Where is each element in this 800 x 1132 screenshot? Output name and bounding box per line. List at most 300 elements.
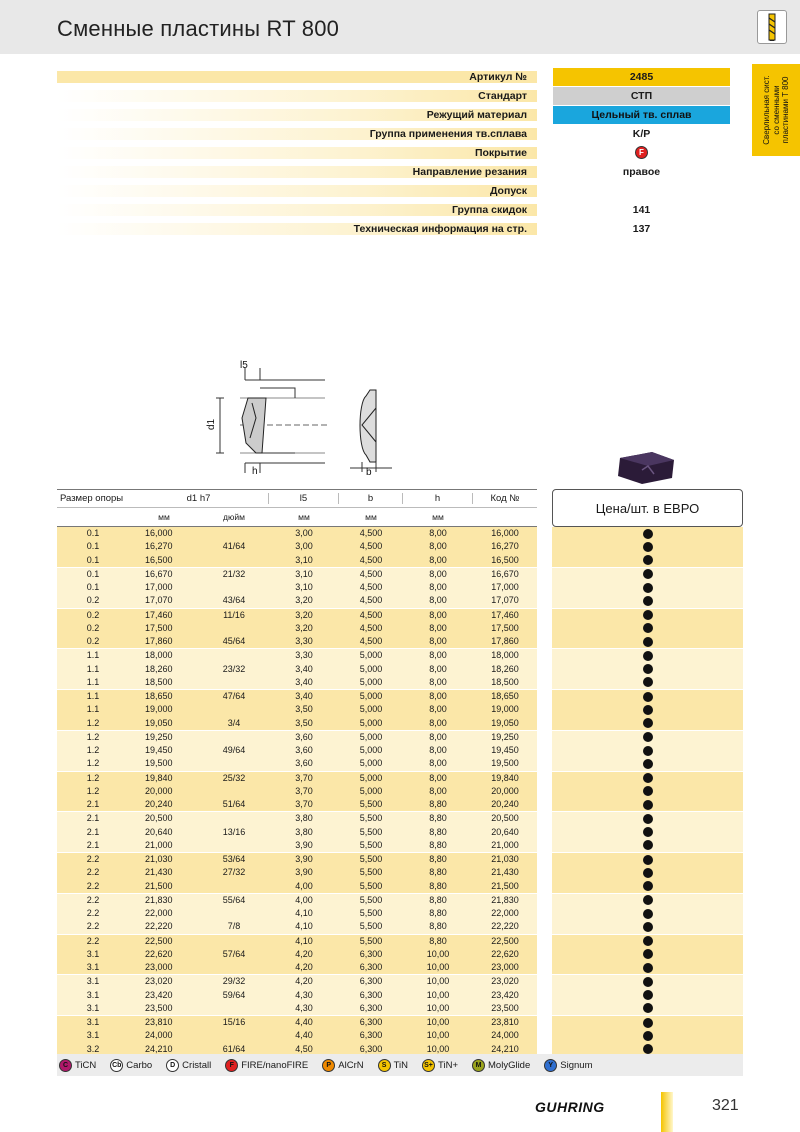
table-cell: [199, 581, 269, 594]
spec-value: Цельный тв. сплав: [553, 106, 730, 124]
header-b: b: [339, 493, 403, 504]
table-cell: 3.1: [86, 1030, 100, 1041]
table-cell: 19,250: [491, 731, 519, 742]
availability-dot-icon: [643, 881, 653, 891]
table-cell: 20,640: [145, 826, 173, 837]
table-cell: [199, 839, 269, 852]
spec-value: K/P: [632, 127, 651, 140]
table-cell: 18,650: [145, 691, 173, 701]
table-row: [57, 568, 537, 581]
availability-dot-icon: [643, 909, 653, 919]
table-row: [57, 785, 537, 798]
availability-dot-icon: [643, 759, 653, 769]
row-group: [57, 648, 743, 689]
legend-label: MolyGlide: [488, 1059, 531, 1071]
table-cell: 3,20: [295, 622, 313, 633]
table-cell: 18,260: [491, 663, 519, 674]
table-cell: 22,000: [145, 908, 173, 918]
spec-row: [57, 124, 740, 143]
table-cell: 8,80: [429, 908, 447, 918]
coating-badge-icon: F: [635, 146, 648, 159]
brand-logo: GUHRING: [535, 1099, 605, 1115]
table-cell: 23,020: [491, 976, 519, 987]
availability-dot-icon: [643, 895, 653, 905]
availability-dot-icon: [643, 963, 653, 973]
availability-dot-icon: [643, 569, 653, 579]
table-cell: 4,20: [295, 976, 313, 987]
availability-dot-icon: [643, 705, 653, 715]
row-group: [57, 771, 743, 812]
table-cell: 6,300: [359, 948, 383, 959]
availability-dot-icon: [643, 651, 653, 661]
row-group: [57, 567, 743, 608]
table-body: [57, 527, 743, 1056]
table-cell: 2.2: [86, 880, 100, 891]
table-cell: 53/64: [222, 854, 246, 864]
table-cell: 23,420: [491, 989, 519, 1000]
coating-legend: [57, 1054, 743, 1076]
table-cell: 1.2: [86, 758, 100, 769]
availability-dot-icon: [643, 583, 653, 593]
table-row: [57, 839, 537, 852]
table-cell: 4,50: [295, 1043, 313, 1054]
table-cell: 8,80: [429, 854, 447, 864]
table-cell: 21/32: [222, 568, 246, 579]
section-tab-line3: пластинами T 800: [780, 76, 790, 144]
table-cell: 8,00: [429, 650, 447, 661]
table-cell: 3,90: [295, 854, 313, 864]
dim-d1: d1: [206, 418, 217, 430]
table-cell: 27/32: [222, 867, 246, 878]
table-cell: 4,500: [359, 568, 383, 579]
table-cell: 8,80: [429, 921, 447, 932]
table-cell: [199, 649, 269, 662]
availability-dot-icon: [643, 936, 653, 946]
table-cell: 5,000: [359, 785, 383, 796]
table-cell: 23,000: [491, 962, 519, 972]
table-cell: 4,10: [295, 921, 313, 932]
table-cell: 10,00: [426, 1043, 450, 1054]
table-row: [57, 690, 537, 703]
table-cell: 19,500: [491, 758, 519, 769]
table-cell: 0.2: [86, 636, 100, 646]
table-cell: 2.2: [86, 894, 100, 905]
table-cell: 2.1: [86, 813, 100, 824]
availability-dot-icon: [643, 990, 653, 1000]
table-row: [57, 527, 537, 540]
availability-dot-icon: [643, 1044, 653, 1054]
availability-dot-icon: [643, 664, 653, 674]
table-cell: 10,00: [426, 1017, 450, 1027]
legend-label: TiCN: [75, 1059, 97, 1071]
page-number: 321: [712, 1097, 739, 1114]
spec-table: [57, 67, 740, 238]
table-cell: 3,00: [295, 528, 313, 538]
table-cell: 24,210: [145, 1043, 173, 1054]
table-row: [57, 772, 537, 785]
table-cell: 3,60: [295, 758, 313, 769]
availability-dot-icon: [643, 868, 653, 878]
table-cell: 3,10: [295, 582, 313, 592]
insert-drawing: [200, 358, 420, 476]
header-d1: d1 h7: [129, 493, 269, 504]
table-cell: 1.2: [86, 717, 100, 728]
spec-row: [57, 67, 740, 86]
table-cell: 19,000: [145, 704, 173, 715]
table-cell: [199, 961, 269, 974]
table-row: [57, 935, 537, 948]
table-cell: 5,000: [359, 717, 383, 728]
section-tab-line2: со сменными: [771, 85, 781, 135]
table-cell: 8,80: [429, 894, 447, 905]
table-cell: 41/64: [222, 541, 246, 552]
table-row: [57, 635, 537, 648]
spec-row: [57, 86, 740, 105]
table-cell: 8,00: [429, 663, 447, 674]
table-row: [57, 757, 537, 770]
unit-l5: мм: [298, 512, 310, 522]
table-cell: 4,500: [359, 609, 383, 620]
table-cell: 23,810: [491, 1017, 519, 1027]
table-cell: 0.2: [86, 622, 100, 633]
table-cell: 3,10: [295, 568, 313, 579]
table-cell: 5,000: [359, 663, 383, 674]
section-tab: [752, 64, 800, 156]
table-cell: 11/16: [223, 609, 245, 620]
spec-label: Стандарт: [57, 90, 537, 102]
table-cell: 3,40: [295, 676, 313, 687]
table-cell: 4,500: [359, 528, 383, 538]
table-cell: 8,00: [429, 731, 447, 742]
spec-row: [57, 200, 740, 219]
availability-dot-icon: [643, 977, 653, 987]
table-row: [57, 649, 537, 662]
table-row: [57, 622, 537, 635]
table-cell: 23,020: [145, 976, 173, 987]
table-cell: 3,70: [295, 799, 313, 809]
table-cell: 21,500: [491, 880, 519, 891]
table-cell: 23,500: [145, 1002, 173, 1013]
table-cell: 18,650: [491, 691, 519, 701]
table-cell: 19,450: [491, 745, 519, 755]
availability-dot-icon: [643, 732, 653, 742]
spec-label: Направление резания: [57, 166, 537, 178]
table-cell: 22,500: [145, 935, 173, 946]
table-cell: 8,80: [429, 880, 447, 891]
table-cell: 4,20: [295, 962, 313, 972]
availability-dot-icon: [643, 1018, 653, 1028]
table-cell: 8,80: [429, 839, 447, 850]
table-cell: 22,620: [491, 948, 519, 959]
footer-accent-bar: [661, 1092, 673, 1132]
table-row: [57, 894, 537, 907]
table-cell: [199, 676, 269, 689]
coating-badge-icon: M: [472, 1059, 485, 1072]
row-group: [57, 527, 743, 567]
table-cell: 17,000: [145, 582, 173, 592]
table-cell: [199, 622, 269, 635]
table-cell: 8,00: [429, 595, 447, 606]
table-row: [57, 717, 537, 730]
table-cell: [199, 527, 269, 540]
table-cell: 3,80: [295, 826, 313, 837]
dim-b: b: [366, 467, 372, 476]
table-cell: 4,10: [295, 935, 313, 946]
availability-dot-icon: [643, 596, 653, 606]
row-group: [57, 689, 743, 730]
table-cell: 5,500: [359, 799, 383, 809]
table-cell: 10,00: [426, 962, 450, 972]
table-cell: 2.2: [86, 854, 100, 864]
table-cell: 24,000: [491, 1030, 519, 1041]
table-cell: 3,90: [295, 839, 313, 850]
table-cell: 1.1: [86, 650, 100, 661]
table-cell: 18,260: [145, 663, 173, 674]
dim-l5: l5: [240, 360, 248, 371]
spec-row: [57, 219, 740, 238]
table-cell: 8,00: [429, 568, 447, 579]
availability-dot-icon: [643, 814, 653, 824]
availability-dot-icon: [643, 555, 653, 565]
spec-row: [57, 105, 740, 124]
table-cell: 17,000: [491, 582, 519, 592]
table-cell: 10,00: [426, 976, 450, 987]
table-cell: 16,000: [145, 528, 173, 538]
table-cell: 3/4: [227, 717, 241, 728]
table-cell: 1.2: [86, 785, 100, 796]
table-cell: 4,10: [295, 908, 313, 918]
row-group: [57, 893, 743, 934]
coating-badge-icon: C: [59, 1059, 72, 1072]
table-cell: [199, 1002, 269, 1015]
table-cell: [199, 785, 269, 798]
table-row: [57, 731, 537, 744]
legend-label: TiN: [393, 1059, 409, 1071]
table-cell: 2.1: [86, 839, 100, 850]
availability-dot-icon: [643, 800, 653, 810]
table-cell: 20,500: [145, 813, 173, 824]
table-cell: 8,80: [429, 826, 447, 837]
table-cell: 3,60: [295, 745, 313, 755]
table-cell: 17,460: [145, 609, 173, 620]
coating-badge-icon: F: [225, 1059, 238, 1072]
legend-item: [110, 1059, 152, 1072]
table-cell: 21,830: [145, 894, 173, 905]
table-cell: 22,500: [491, 935, 519, 946]
table-cell: 0.2: [86, 595, 100, 606]
table-cell: 24,210: [491, 1043, 519, 1054]
table-row: [57, 581, 537, 594]
table-row: [57, 703, 537, 716]
table-cell: 4,00: [295, 894, 313, 905]
section-tab-line1: Сверлильная сист.: [761, 75, 771, 145]
availability-dot-icon: [643, 949, 653, 959]
table-cell: 43/64: [222, 595, 246, 606]
table-cell: 19,450: [145, 745, 173, 755]
table-cell: 5,000: [359, 691, 383, 701]
table-cell: 4,00: [295, 880, 313, 891]
table-cell: 10,00: [426, 948, 450, 959]
coating-badge-icon: S: [378, 1059, 391, 1072]
table-cell: 5,000: [359, 676, 383, 687]
table-cell: 21,000: [145, 839, 173, 850]
table-cell: 0.1: [86, 582, 100, 592]
drill-icon: [757, 10, 787, 44]
table-cell: 1.1: [86, 663, 100, 674]
table-cell: 47/64: [222, 691, 246, 701]
table-row: [57, 920, 537, 933]
availability-dot-icon: [643, 692, 653, 702]
spec-value: 141: [632, 203, 651, 216]
table-cell: 8,80: [429, 799, 447, 809]
table-cell: 5,500: [359, 894, 383, 905]
spec-row: [57, 143, 740, 162]
table-cell: 23,000: [145, 962, 173, 972]
availability-dot-icon: [643, 922, 653, 932]
table-row: [57, 866, 537, 879]
table-row: [57, 826, 537, 839]
table-cell: 3,30: [295, 636, 313, 646]
table-cell: 18,000: [145, 650, 173, 661]
table-cell: 8,00: [429, 636, 447, 646]
table-cell: 7/8: [227, 921, 241, 932]
availability-dot-icon: [643, 1031, 653, 1041]
legend-item: [322, 1059, 363, 1072]
table-cell: 4,20: [295, 948, 313, 959]
table-cell: 22,000: [491, 908, 519, 918]
table-cell: 3.1: [86, 948, 100, 959]
table-cell: 8,80: [429, 813, 447, 824]
table-cell: 23,810: [145, 1017, 173, 1027]
table-cell: 3,80: [295, 813, 313, 824]
legend-item: [166, 1059, 211, 1072]
spec-label: Техническая информация на стр.: [57, 223, 537, 235]
table-cell: 5,000: [359, 758, 383, 769]
header-code: Код №: [490, 493, 520, 504]
unit-b: мм: [365, 512, 377, 522]
table-cell: 5,500: [359, 921, 383, 932]
availability-dot-icon: [643, 773, 653, 783]
table-cell: 2.1: [86, 799, 100, 809]
table-row: [57, 1029, 537, 1042]
table-cell: 5,000: [359, 731, 383, 742]
table-cell: 16,000: [491, 528, 519, 538]
table-cell: 16,670: [491, 568, 519, 579]
row-group: [57, 1015, 743, 1056]
header-size: Размер опоры: [60, 493, 124, 504]
table-cell: 19,050: [491, 717, 519, 728]
table-cell: 21,430: [145, 867, 173, 878]
table-cell: 22,220: [145, 921, 173, 932]
table-row: [57, 1002, 537, 1015]
table-row: [57, 975, 537, 988]
table-row: [57, 948, 537, 961]
table-cell: [199, 554, 269, 567]
table-cell: 17,860: [145, 636, 173, 646]
table-cell: 3.1: [86, 976, 100, 987]
availability-dot-icon: [643, 840, 653, 850]
insert-product-image: [612, 448, 682, 488]
table-cell: 4,500: [359, 595, 383, 606]
table-cell: 2.2: [86, 867, 100, 878]
table-cell: 4,30: [295, 989, 313, 1000]
legend-label: Signum: [560, 1059, 593, 1071]
table-cell: 23,500: [491, 1002, 519, 1013]
table-row: [57, 961, 537, 974]
table-cell: 3.1: [86, 962, 100, 972]
table-row: [57, 853, 537, 866]
table-cell: 1.1: [86, 691, 100, 701]
coating-badge-icon: S+: [422, 1059, 435, 1072]
table-cell: 8,00: [429, 528, 447, 538]
table-cell: 5,500: [359, 854, 383, 864]
availability-dot-icon: [643, 718, 653, 728]
table-cell: 5,000: [359, 704, 383, 715]
table-cell: 1.1: [86, 704, 100, 715]
table-cell: 16,500: [491, 554, 519, 565]
table-cell: [199, 907, 269, 920]
table-cell: 2.2: [86, 921, 100, 932]
table-cell: 51/64: [222, 799, 246, 809]
table-cell: 8,00: [429, 704, 447, 715]
table-cell: 23/32: [222, 663, 246, 674]
spec-label: Покрытие: [57, 147, 537, 159]
table-row: [57, 1016, 537, 1029]
legend-label: Cristall: [182, 1059, 212, 1071]
table-row: [57, 676, 537, 689]
table-cell: 19,000: [491, 704, 519, 715]
legend-item: [422, 1059, 458, 1072]
spec-label: Артикул №: [57, 71, 537, 83]
table-cell: 10,00: [426, 1002, 450, 1013]
table-cell: 8,00: [429, 772, 447, 783]
table-cell: 0.2: [86, 609, 100, 620]
table-cell: 3,20: [295, 609, 313, 620]
row-group: [57, 608, 743, 649]
table-row: [57, 812, 537, 825]
table-cell: 4,500: [359, 541, 383, 552]
table-cell: 3,50: [295, 704, 313, 715]
table-cell: 4,500: [359, 636, 383, 646]
dim-h: h: [252, 466, 258, 476]
table-cell: 8,00: [429, 541, 447, 552]
table-cell: 8,80: [429, 867, 447, 878]
availability-dot-icon: [643, 746, 653, 756]
table-cell: 2.2: [86, 935, 100, 946]
table-cell: 10,00: [426, 989, 450, 1000]
table-cell: 4,40: [295, 1030, 313, 1041]
table-cell: 21,030: [491, 854, 519, 864]
legend-item: [544, 1059, 592, 1072]
coating-badge-icon: D: [166, 1059, 179, 1072]
table-cell: 3,20: [295, 595, 313, 606]
table-cell: 4,500: [359, 554, 383, 565]
availability-dot-icon: [643, 529, 653, 539]
table-cell: [199, 731, 269, 744]
table-cell: [199, 757, 269, 770]
table-cell: 21,830: [491, 894, 519, 905]
table-cell: 3.1: [86, 1017, 100, 1027]
legend-item: [472, 1059, 530, 1072]
table-cell: 5,000: [359, 745, 383, 755]
table-cell: [199, 880, 269, 893]
table-cell: 17,500: [491, 622, 519, 633]
table-cell: 8,00: [429, 582, 447, 592]
unit-d1-mm: мм: [158, 512, 170, 522]
table-cell: [199, 812, 269, 825]
table-cell: 3,10: [295, 554, 313, 565]
table-cell: 5,500: [359, 839, 383, 850]
